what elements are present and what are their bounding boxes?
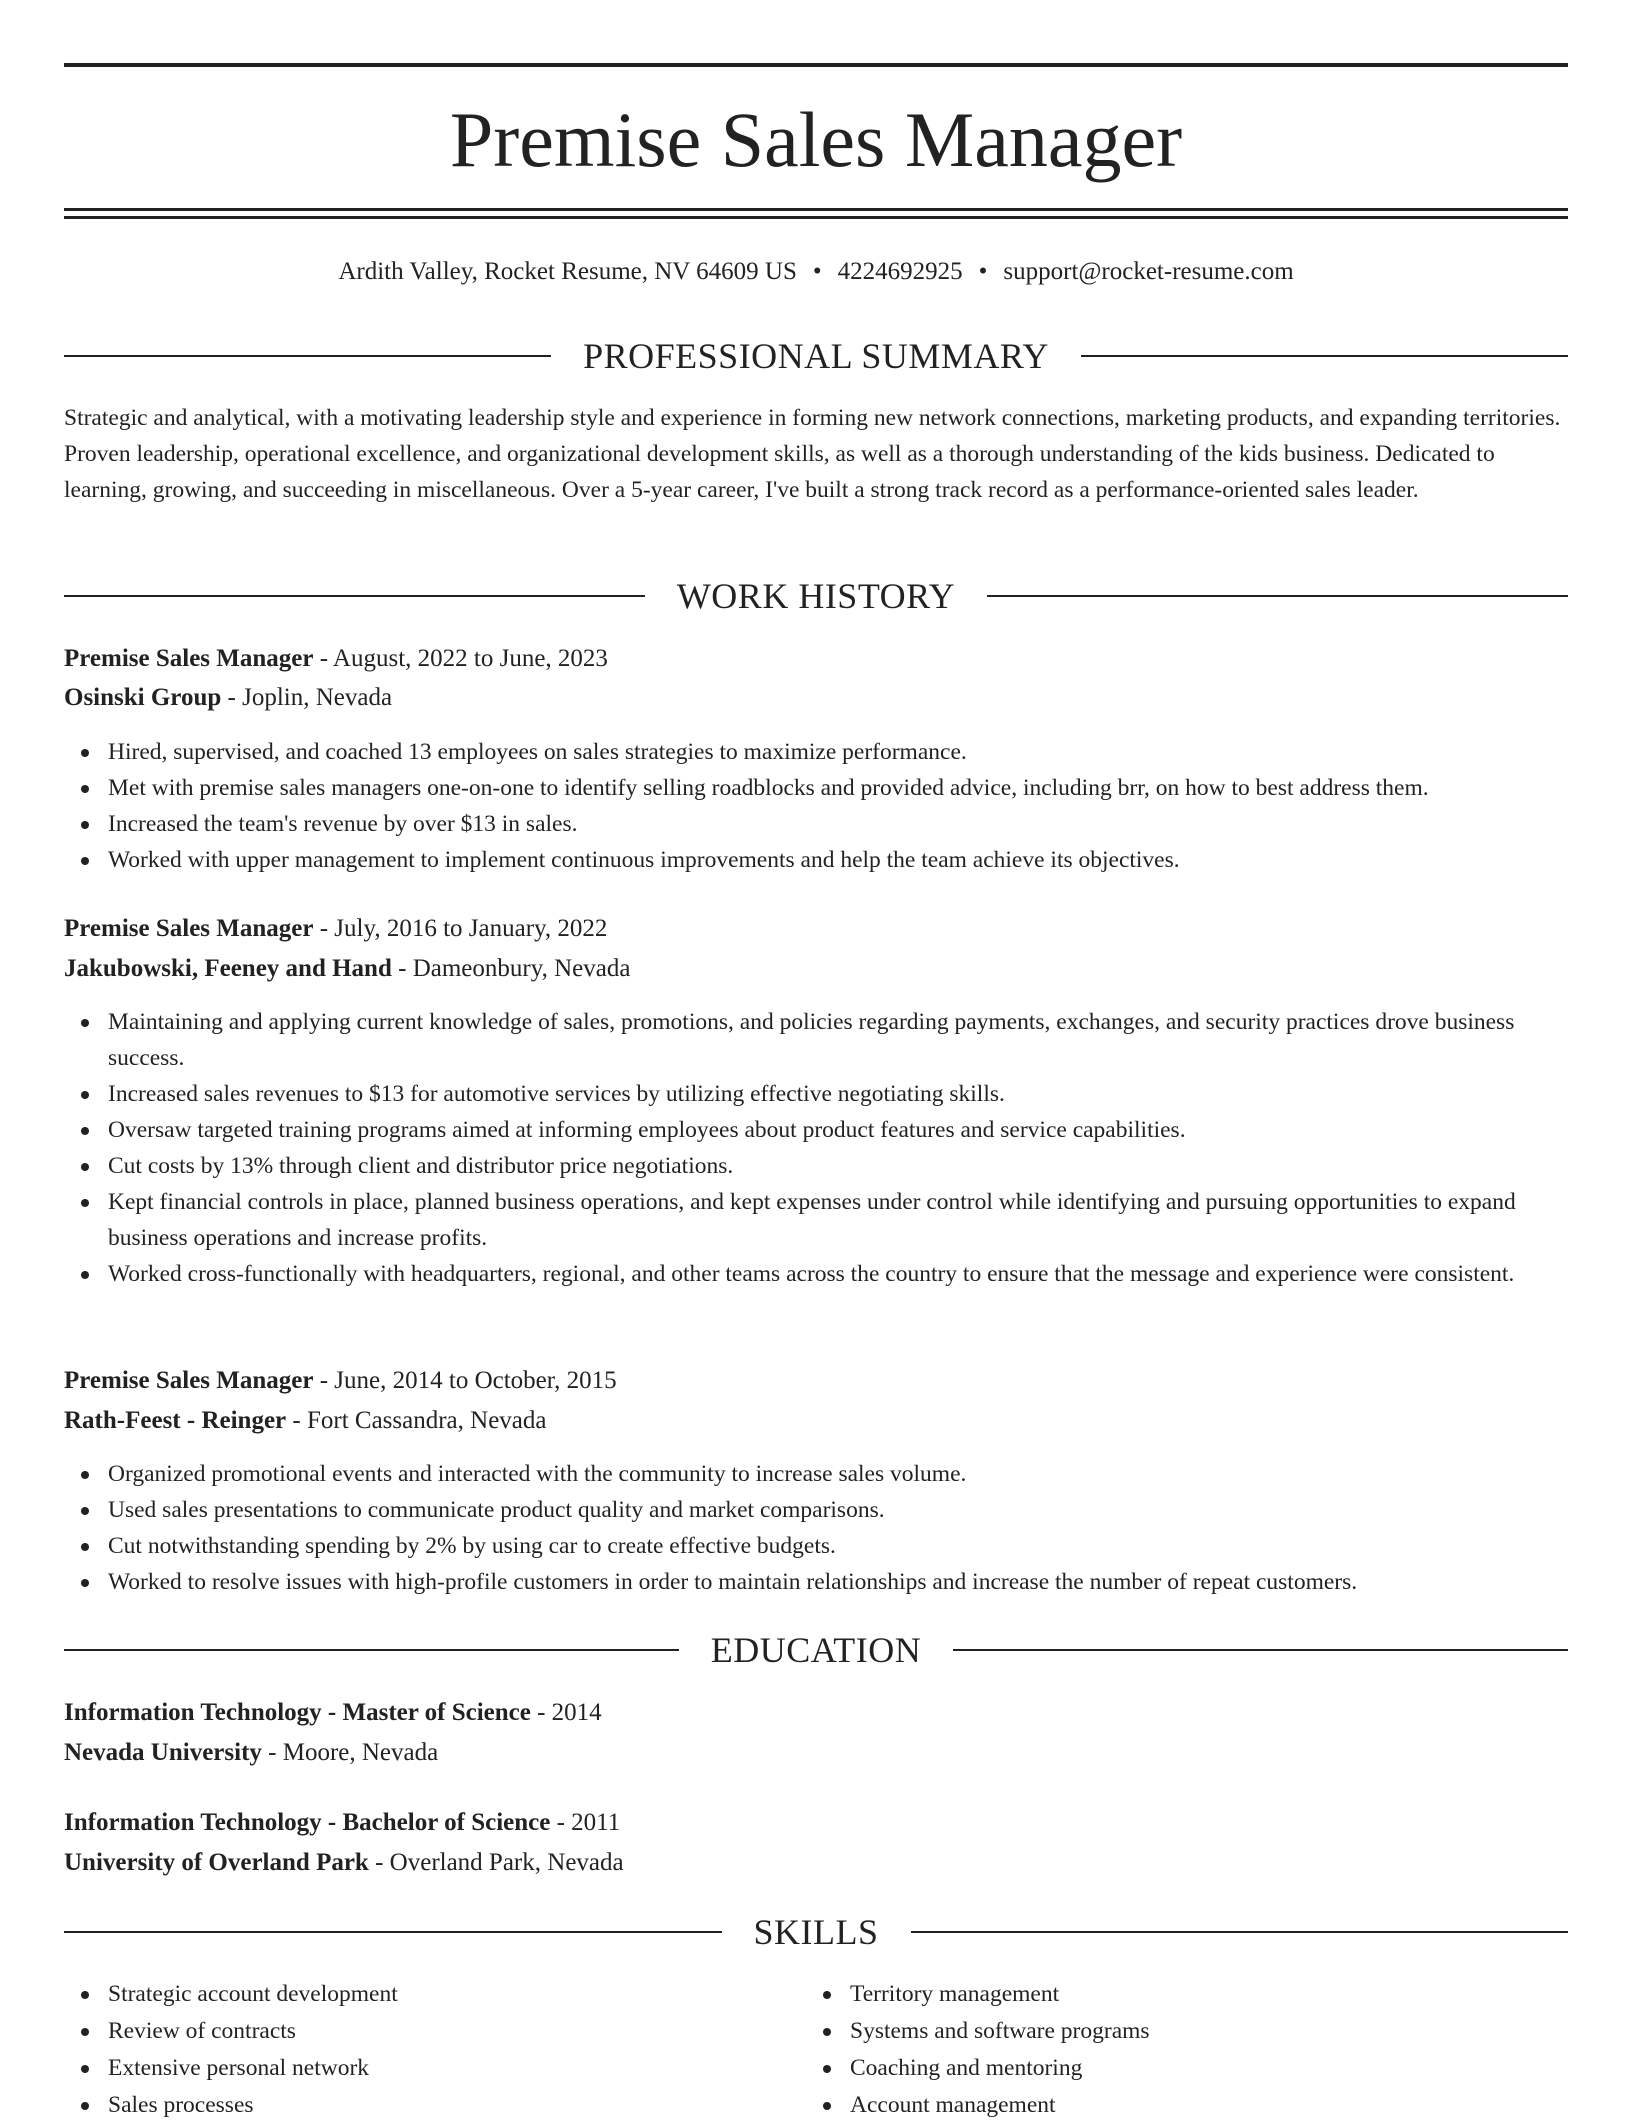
section-rule: [64, 1649, 679, 1651]
job-title-line: [64, 641, 1568, 677]
contact-address: Ardith Valley, Rocket Resume, NV 64609 US: [338, 258, 797, 285]
education-year: - 2011: [550, 1809, 621, 1836]
job-title-line: [64, 911, 1568, 947]
job-company: Rath-Feest - Reinger: [64, 1407, 287, 1434]
section-rule: [64, 1931, 722, 1933]
section-rule: [911, 1931, 1569, 1933]
job-dates: - July, 2016 to January, 2022: [313, 915, 608, 942]
education-degree-line: [64, 1695, 1568, 1731]
job-bullet: Met with premise sales managers one-on-one to identify selling roadblocks and provided advice, including brr, on how to best address them.: [64, 770, 1568, 806]
job-bullet: Worked cross-functionally with headquarters, regional, and other teams across the country to ensure that the message and experience were consistent.: [64, 1256, 1568, 1292]
job-company-line: [64, 680, 1568, 716]
contact-email: support@rocket-resume.com: [1003, 258, 1294, 285]
job-bullets: [64, 1456, 1568, 1600]
job-company: Jakubowski, Feeney and Hand: [64, 955, 392, 982]
candidate-name: Premise Sales Manager: [449, 96, 1183, 183]
job-title: Premise Sales Manager: [64, 1367, 314, 1394]
job-company-line: [64, 951, 1568, 987]
section-rule: [987, 595, 1568, 597]
skill-item: Territory management: [806, 1976, 1526, 2013]
job-location: - Joplin, Nevada: [221, 684, 393, 711]
education-location: - Overland Park, Nevada: [368, 1849, 624, 1876]
job-bullet: Worked with upper management to implement continuous improvements and help the team achieve its objectives.: [64, 842, 1568, 878]
header-double-rule-lower: [64, 216, 1568, 219]
section-header-work-history: [64, 574, 1568, 618]
contact-line: [64, 254, 1568, 290]
job-company: Osinski Group: [64, 684, 222, 711]
section-rule: [953, 1649, 1568, 1651]
section-title: SKILLS: [753, 1912, 879, 1952]
job-title: Premise Sales Manager: [64, 645, 314, 672]
job-title: Premise Sales Manager: [64, 915, 314, 942]
section-header-summary: [64, 334, 1568, 378]
section-header-education: [64, 1628, 1568, 1672]
job-bullet: Used sales presentations to communicate product quality and market comparisons.: [64, 1492, 1568, 1528]
skill-item: Coaching and mentoring: [806, 2050, 1526, 2087]
education-degree-line: [64, 1805, 1568, 1841]
skill-item: Account management: [806, 2087, 1526, 2124]
job-bullet: Hired, supervised, and coached 13 employees on sales strategies to maximize performance.: [64, 734, 1568, 770]
education-location: - Moore, Nevada: [261, 1739, 439, 1766]
education-school: University of Overland Park: [64, 1849, 369, 1876]
education-school-line: [64, 1735, 1568, 1771]
skill-item: Strategic account development: [64, 1976, 784, 2013]
job-bullet: Organized promotional events and interacted with the community to increase sales volume.: [64, 1456, 1568, 1492]
section-title: EDUCATION: [710, 1630, 922, 1670]
job-bullet: Increased sales revenues to $13 for automotive services by utilizing effective negotiating skills.: [64, 1076, 1568, 1112]
section-title: PROFESSIONAL SUMMARY: [583, 336, 1049, 376]
skills-list-left: [64, 1976, 784, 2124]
job-bullet: Oversaw targeted training programs aimed at informing employees about product features and service capabilities.: [64, 1112, 1568, 1148]
skill-item: Sales processes: [64, 2087, 784, 2124]
job-dates: - June, 2014 to October, 2015: [313, 1367, 617, 1394]
skill-item: Review of contracts: [64, 2013, 784, 2050]
section-header-skills: [64, 1910, 1568, 1954]
job-bullet: Cut costs by 13% through client and distributor price negotiations.: [64, 1148, 1568, 1184]
education-school-line: [64, 1845, 1568, 1881]
job-dates: - August, 2022 to June, 2023: [313, 645, 608, 672]
job-location: - Dameonbury, Nevada: [391, 955, 631, 982]
skills-list-right: [806, 1976, 1526, 2124]
skill-item: Systems and software programs: [806, 2013, 1526, 2050]
job-bullet: Kept financial controls in place, planned business operations, and kept expenses under control while identifying and pursuing opportunities to expand business operations and increase profits.: [64, 1184, 1568, 1256]
contact-separator: •: [978, 258, 988, 285]
skill-item: Extensive personal network: [64, 2050, 784, 2087]
job-company-line: [64, 1403, 1568, 1439]
summary-text: Strategic and analytical, with a motivating leadership style and experience in forming new network connections, marketing products, and expanding territories. Proven leadership, operational excellence, and organizational development skills, as well as a thorough understanding of the kids business. Dedicated to learning, growing, and succeeding in miscellaneous. Over a 5-year career, I've built a strong track record as a performance-oriented sales leader.: [64, 405, 1561, 503]
job-bullet: Worked to resolve issues with high-profile customers in order to maintain relationships and increase the number of repeat customers.: [64, 1564, 1568, 1600]
job-location: - Fort Cassandra, Nevada: [286, 1407, 547, 1434]
header-double-rule-upper: [64, 208, 1568, 211]
education-year: - 2014: [530, 1699, 602, 1726]
section-rule: [64, 355, 551, 357]
job-bullet: Maintaining and applying current knowledge of sales, promotions, and policies regarding payments, exchanges, and security practices drove business success.: [64, 1004, 1568, 1076]
section-rule: [64, 595, 645, 597]
education-school: Nevada University: [64, 1739, 262, 1766]
section-title: WORK HISTORY: [676, 576, 956, 616]
job-bullet: Cut notwithstanding spending by 2% by using car to create effective budgets.: [64, 1528, 1568, 1564]
education-degree: Information Technology - Master of Science: [64, 1699, 531, 1726]
job-bullets: [64, 1004, 1568, 1292]
job-bullets: [64, 734, 1568, 878]
contact-phone: 4224692925: [837, 258, 963, 285]
contact-separator: •: [812, 258, 822, 285]
education-degree: Information Technology - Bachelor of Science: [64, 1809, 551, 1836]
job-bullet: Increased the team's revenue by over $13 in sales.: [64, 806, 1568, 842]
section-rule: [1081, 355, 1568, 357]
job-title-line: [64, 1363, 1568, 1399]
header-top-rule: [64, 63, 1568, 67]
